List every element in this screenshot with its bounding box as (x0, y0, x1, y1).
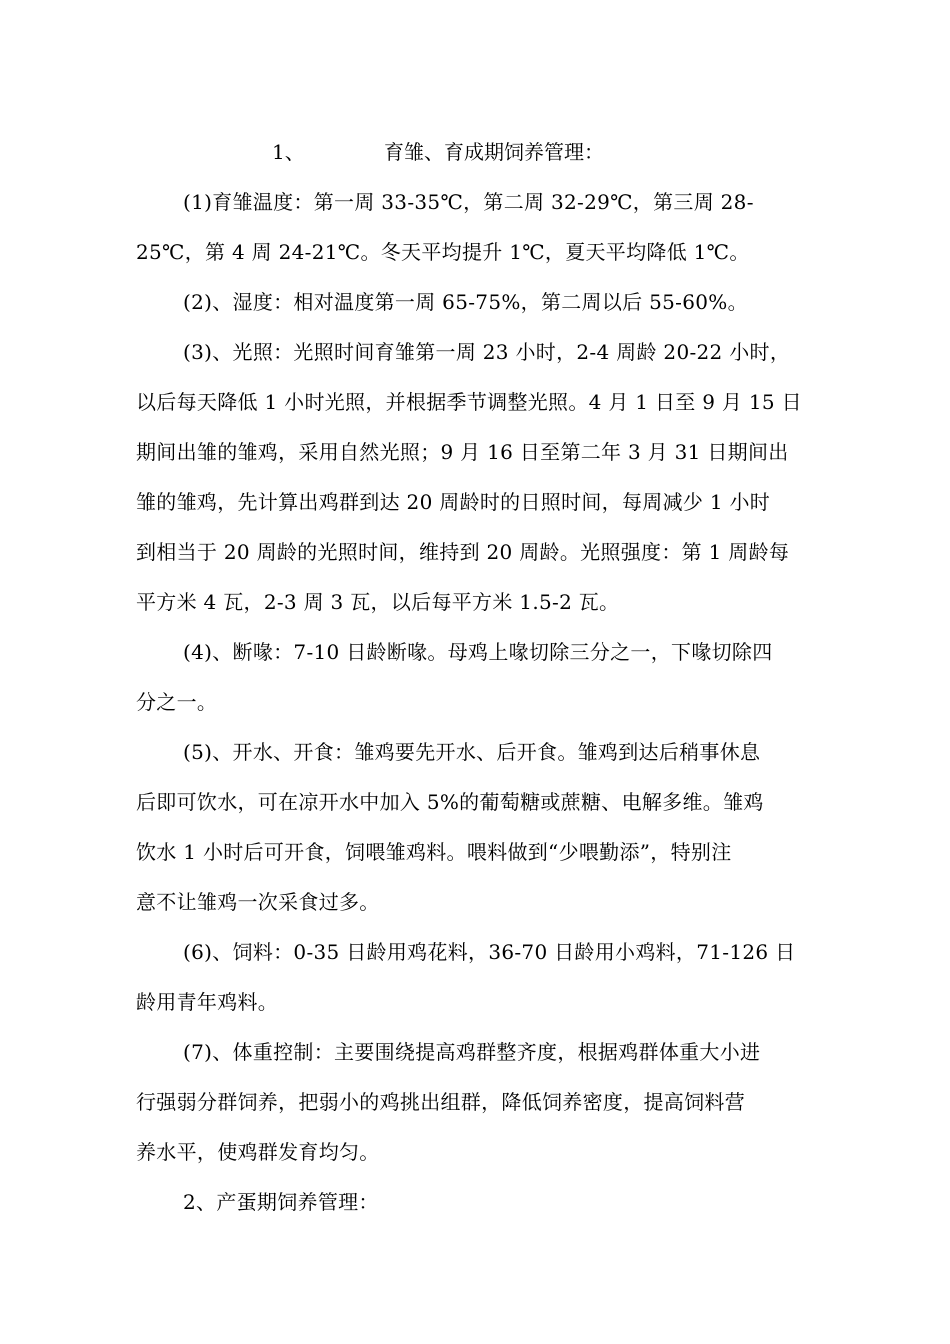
paragraph-line: 25℃，第 4 周 24-21℃。冬天平均提升 1℃，夏天平均降低 1℃。 (136, 240, 750, 264)
paragraph-line: 到相当于 20 周龄的光照时间，维持到 20 周龄。光照强度：第 1 周龄每 (136, 540, 790, 564)
paragraph-line: 期间出雏的雏鸡，采用自然光照；9 月 16 日至第二年 3 月 31 日期间出 (136, 440, 789, 464)
paragraph-line: 饮水 1 小时后可开食，饲喂雏鸡料。喂料做到“少喂勤添”，特别注 (136, 840, 732, 864)
paragraph-line: 雏的雏鸡，先计算出鸡群到达 20 周龄时的日照时间，每周减少 1 小时 (136, 490, 771, 514)
section-1-number: 1、 (272, 140, 305, 164)
paragraph-line: 养水平，使鸡群发育均匀。 (136, 1140, 380, 1164)
paragraph-line: 分之一。 (136, 690, 218, 714)
paragraph-line: (3)、光照：光照时间育雏第一周 23 小时，2-4 周龄 20-22 小时， (183, 340, 791, 364)
paragraph-line: (2)、湿度：相对温度第一周 65-75%，第二周以后 55-60%。 (183, 290, 748, 314)
paragraph-line: 平方米 4 瓦，2-3 周 3 瓦，以后每平方米 1.5-2 瓦。 (136, 590, 620, 614)
paragraph-line: 以后每天降低 1 小时光照，并根据季节调整光照。4 月 1 日至 9 月 15 日 (136, 390, 802, 414)
section-2-heading: 2、产蛋期饲养管理： (183, 1190, 379, 1214)
paragraph-line: 意不让雏鸡一次采食过多。 (136, 890, 380, 914)
paragraph-line: (7)、体重控制：主要围绕提高鸡群整齐度，根据鸡群体重大小进 (183, 1040, 761, 1064)
paragraph-line: (6)、饲料：0-35 日龄用鸡花料，36-70 日龄用小鸡料，71-126 日 (183, 940, 796, 964)
paragraph-line: 后即可饮水，可在凉开水中加入 5%的葡萄糖或蔗糖、电解多维。雏鸡 (136, 790, 764, 814)
paragraph-line: 行强弱分群饲养，把弱小的鸡挑出组群，降低饲养密度，提高饲料营 (136, 1090, 745, 1114)
paragraph-line: (4)、断喙：7-10 日龄断喙。母鸡上喙切除三分之一，下喙切除四 (183, 640, 773, 664)
section-1-title: 育雏、育成期饲养管理： (384, 140, 604, 164)
paragraph-line: (1)育雏温度：第一周 33-35℃，第二周 32-29℃，第三周 28- (183, 190, 754, 214)
paragraph-line: 龄用青年鸡料。 (136, 990, 279, 1014)
paragraph-line: (5)、开水、开食：雏鸡要先开水、后开食。雏鸡到达后稍事休息 (183, 740, 761, 764)
